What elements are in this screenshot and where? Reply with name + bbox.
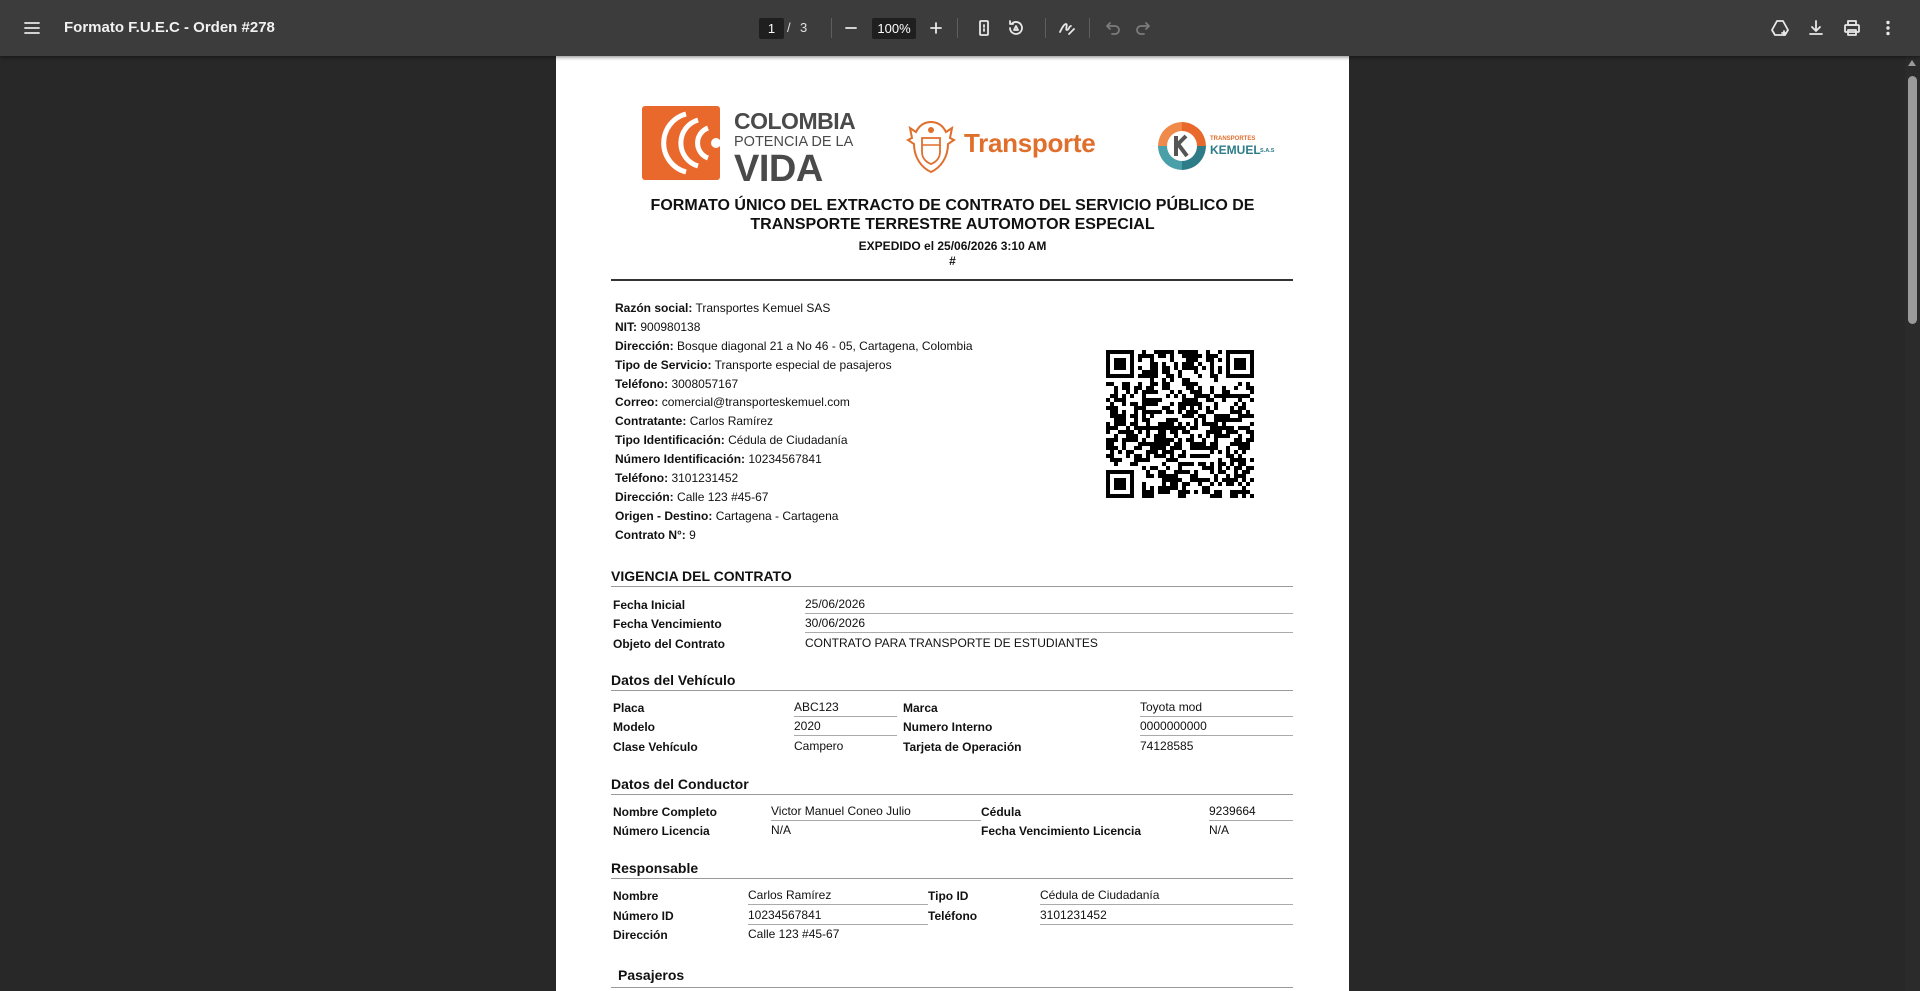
transportes-kemuel-logo: TRANSPORTES KEMUEL S.A.S (1158, 120, 1278, 176)
section-divider (611, 586, 1293, 587)
vertical-scrollbar[interactable] (1905, 56, 1920, 991)
fit-page-icon[interactable] (968, 12, 1000, 44)
document-title: Formato F.U.E.C - Orden #278 (64, 19, 275, 36)
table-row: Número ID 10234567841 Teléfono 3101231452 (613, 906, 1293, 925)
zoom-input[interactable] (872, 18, 916, 39)
info-row: Correo: comercial@transporteskemuel.com (615, 395, 850, 410)
info-row: Contratante: Carlos Ramírez (615, 414, 774, 429)
pdf-page (556, 56, 1349, 991)
page-separator: / (787, 20, 791, 35)
colombia-potencia-logo (642, 104, 862, 190)
menu-icon[interactable] (16, 12, 48, 44)
pdf-toolbar (0, 0, 1920, 56)
info-row: Razón social: Transportes Kemuel SAS (615, 301, 831, 315)
heading-line-1: FORMATO ÚNICO DEL EXTRACTO DE CONTRATO DEL SERVICIO PÚBLICO DE (650, 197, 1255, 214)
table-row: Nombre Carlos Ramírez Tipo ID Cédula de Ciudadanía (613, 886, 1293, 905)
download-icon[interactable] (1800, 12, 1832, 44)
more-options-icon[interactable] (1872, 12, 1904, 44)
info-row: Contrato N°: 9 (615, 527, 696, 542)
document-number: # (949, 254, 956, 268)
section-title-pasajeros: Pasajeros (618, 967, 685, 983)
print-icon[interactable] (1836, 12, 1868, 44)
section-title-conductor: Datos del Conductor (611, 776, 749, 792)
info-row: Dirección: Calle 123 #45-67 (615, 489, 769, 504)
table-row: Clase Vehículo Campero Tarjeta de Operación 74128585 (613, 739, 1194, 754)
table-row: Fecha Vencimiento 30/06/2026 (613, 614, 1293, 633)
info-row: NIT: 900980138 (615, 319, 701, 334)
scrollbar-thumb[interactable] (1908, 76, 1917, 324)
document-heading (596, 196, 1309, 234)
redo-icon[interactable] (1128, 12, 1160, 44)
table-row: Modelo 2020 Numero Interno 0000000000 (613, 717, 1293, 736)
company-info-block (615, 301, 1095, 547)
info-row: Tipo de Servicio: Transporte especial de pasajeros (615, 357, 892, 372)
info-row: Origen - Destino: Cartagena - Cartagena (615, 508, 839, 523)
kemuel-logo-mark (1158, 122, 1206, 170)
section-title-responsable: Responsable (611, 860, 699, 876)
header-logos (642, 104, 1282, 190)
table-row: Placa ABC123 Marca Toyota mod (613, 698, 1293, 717)
page-number-input[interactable] (759, 18, 784, 39)
section-title-vigencia: VIGENCIA DEL CONTRATO (611, 568, 792, 584)
rotate-icon[interactable] (1000, 12, 1032, 44)
section-divider (611, 690, 1293, 691)
qr-code-icon (1106, 350, 1254, 498)
toolbar-divider (1045, 18, 1046, 38)
info-row: Teléfono: 3008057167 (615, 376, 739, 391)
colombia-logo-text: COLOMBIA POTENCIA DE LA VIDA (734, 108, 856, 190)
coat-of-arms-icon (904, 118, 958, 174)
table-row: Nombre Completo Victor Manuel Coneo Julio Cédula 9239664 (613, 802, 1293, 821)
section-divider (611, 987, 1293, 988)
zoom-in-icon[interactable] (920, 12, 952, 44)
section-divider (611, 878, 1293, 879)
info-row: Teléfono: 3101231452 (615, 471, 739, 486)
ministerio-transporte-logo: Transporte (904, 118, 1104, 178)
annotate-icon[interactable] (1051, 12, 1083, 44)
heading-line-2: TRANSPORTE TERRESTRE AUTOMOTOR ESPECIAL (750, 216, 1155, 233)
colombia-logo-mark (642, 106, 720, 180)
save-to-drive-icon[interactable] (1764, 12, 1796, 44)
toolbar-divider (1089, 18, 1090, 38)
undo-icon[interactable] (1096, 12, 1128, 44)
section-title-vehiculo: Datos del Vehículo (611, 672, 736, 688)
table-row: Número Licencia N/A Fecha Vencimiento Licencia N/A (613, 823, 1230, 838)
info-row: Tipo Identificación: Cédula de Ciudadanía (615, 433, 848, 448)
page-total: 3 (800, 20, 808, 35)
scroll-up-arrow[interactable] (1908, 60, 1916, 66)
table-row: Fecha Inicial 25/06/2026 (613, 595, 1293, 614)
table-row: Objeto del Contrato CONTRATO PARA TRANSPORTE DE ESTUDIANTES (613, 636, 1098, 651)
table-row: Dirección Calle 123 #45-67 (613, 927, 840, 942)
issued-date: EXPEDIDO el 25/06/2026 3:10 AM (858, 239, 1047, 253)
header-divider (611, 279, 1293, 281)
zoom-out-icon[interactable] (835, 12, 867, 44)
toolbar-divider (831, 18, 832, 38)
info-row: Dirección: Bosque diagonal 21 a No 46 - 05, Cartagena, Colombia (615, 338, 973, 353)
info-row: Número Identificación: 10234567841 (615, 452, 822, 467)
toolbar-divider (957, 18, 958, 38)
section-divider (611, 794, 1293, 795)
